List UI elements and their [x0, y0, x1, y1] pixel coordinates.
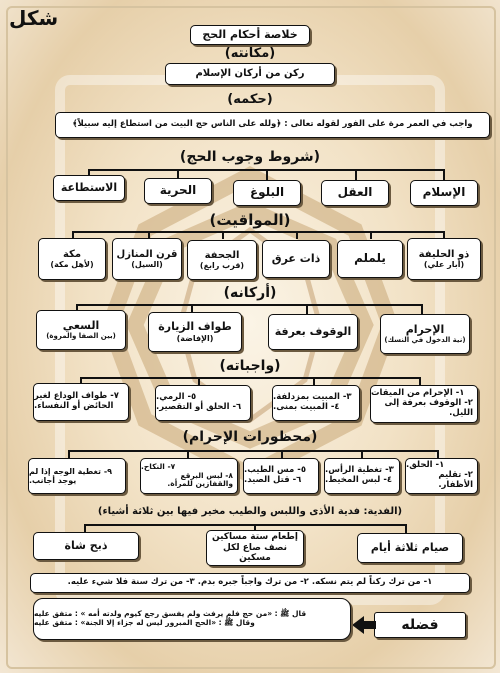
pillar-tawaf: [148, 312, 242, 352]
obligation-line: ٧- طواف الوداع لغير: [34, 391, 119, 402]
miqat-name: يلملم: [354, 251, 386, 266]
obligation-line: ١- الإحرام من الميقات: [371, 388, 465, 399]
connector-line: [370, 231, 372, 239]
miqat-name: الجحفة: [204, 249, 240, 261]
conditions-heading: (شروط وجوب الحج): [179, 149, 321, 165]
obligation-line: ٥- الرمي.: [156, 392, 197, 403]
virtue-hadith-box: [33, 598, 351, 640]
prohibition-line: ٣- تغطية الرأس.: [325, 465, 394, 476]
condition-sanity: [321, 180, 389, 206]
miqat-note: (قرب رابغ): [199, 261, 245, 271]
pillar-name: الإحرام: [405, 322, 445, 336]
connector-line: [72, 231, 444, 233]
obligation-line: ٢- الوقوف بعرفة إلى الليل.: [384, 398, 473, 418]
connector-line: [76, 304, 422, 306]
obligation-2: [272, 385, 360, 421]
obligation-line: ٦- الحلق أو التقصير.: [156, 402, 242, 412]
ransom-fasting: [357, 533, 463, 563]
prohibition-4: [140, 458, 238, 494]
status-box: [165, 63, 335, 85]
obligation-3: [155, 385, 251, 421]
connector-line: [313, 377, 315, 385]
ransom-feeding: [206, 530, 304, 566]
pillar-note: (الإفاضة): [176, 333, 214, 343]
connector-line: [84, 524, 406, 526]
arrow-left-icon: [352, 616, 376, 634]
condition-puberty: [233, 180, 301, 206]
miqat-juhfah: [187, 240, 257, 280]
miqat-name: قرن المنازل: [116, 248, 178, 260]
connector-line: [296, 231, 298, 239]
connector-line: [405, 524, 407, 533]
ransom-option: إطعام ستة مساكين: [212, 532, 298, 543]
hadith-1: قال ﷺ : «من حج فلم يرفث ولم يفسق رجع كيوم ولدته أمه » : متفق عليه: [34, 609, 307, 619]
connector-line: [68, 450, 438, 452]
prohibition-line: ٩- تغطية الوجه إذا لم: [29, 466, 113, 476]
ruling-box: [55, 112, 490, 138]
prohibition-line: ٢- تقليم الأظفار.: [438, 470, 473, 490]
miqat-name: ذو الحليفة: [418, 248, 470, 260]
miqat-name: مكة: [62, 248, 82, 260]
obligation-line: ٣- المبيت بمزدلفة.: [273, 392, 352, 403]
penalty-note-box: [30, 573, 470, 593]
pillars-heading: (أركانه): [223, 285, 277, 301]
condition-label: الاستطاعة: [60, 180, 118, 194]
penalty-note: ١- من ترك ركناً لم يتم نسكه. ٢- من ترك واجباً جبره بدم. ٣- من ترك سنة فلا شيء عليه.: [67, 577, 433, 588]
prohibition-line: ٤- لبس المخيط.: [325, 475, 393, 485]
ruling-text: واجب في العمر مرة على الفور لقوله تعالى : ﴿ولله على الناس حج البيت من استطاع إليه سبيلاً﴾: [72, 119, 473, 130]
ransom-option: نصف صاع لكل مسكين: [222, 542, 288, 564]
condition-label: البلوغ: [249, 185, 285, 200]
miqat-heading: (المواقيت): [209, 211, 291, 229]
condition-label: الإسلام: [422, 185, 466, 200]
connector-line: [355, 169, 357, 180]
condition-label: الحرية: [159, 183, 197, 198]
condition-islam: [410, 180, 478, 206]
miqat-yalamlam: [337, 240, 403, 278]
connector-line: [443, 169, 445, 180]
pillar-sai: [36, 310, 126, 350]
prohibitions-heading: (محظورات الإحرام): [182, 429, 318, 445]
condition-ability: [53, 175, 125, 201]
pillar-note: (بين الصفا والمروة): [46, 332, 116, 341]
miqat-name: ذات عرق: [271, 251, 321, 265]
miqat-note: (لأهل مكة): [50, 260, 94, 270]
pillar-name: الوقوف بعرفة: [274, 324, 352, 338]
condition-label: العقل: [337, 185, 373, 200]
pillar-note: (نية الدخول في النسك): [384, 336, 466, 345]
ransom-option: صيام ثلاثة أيام: [370, 540, 450, 554]
corner-label: شكل: [9, 6, 59, 30]
ransom-sacrifice: [33, 532, 139, 560]
prohibition-2: [324, 458, 400, 494]
connector-line: [84, 524, 86, 532]
connector-line: [266, 169, 268, 180]
prohibition-5: [28, 458, 126, 494]
connector-line: [306, 304, 308, 314]
obligation-line: ٤- المبيت بمنى.: [273, 402, 340, 412]
pillar-name: السعي: [62, 318, 100, 332]
obligations-heading: (واجباته): [219, 358, 281, 374]
page-title: خلاصة أحكام الحج: [202, 27, 298, 41]
pillar-arafah: [268, 314, 358, 350]
connector-line: [222, 231, 224, 239]
miqat-makkah: [38, 238, 106, 280]
prohibition-line: ٧- النكاح.: [141, 462, 176, 472]
miqat-dhat-irq: [262, 240, 330, 278]
prohibition-line: ٨- لبس البرقع والقفازين للمرأة.: [167, 470, 233, 489]
status-heading: (مكانته): [224, 46, 276, 61]
ruling-heading: (حكمه): [227, 92, 273, 107]
miqat-note: (أبار علي): [423, 260, 465, 270]
prohibition-3: [243, 458, 319, 494]
prohibition-1: [405, 458, 478, 494]
ransom-heading: (الفدية: فدية الأذى واللبس والطيب مخير فيها بين ثلاثة أشياء): [97, 506, 403, 517]
hadith-2: وقال ﷺ : «الحج المبرور ليس له جزاء إلا الجنة» : متفق عليه: [34, 618, 255, 627]
obligation-line: الحائض أو النفساء.: [34, 401, 114, 411]
virtue-label-box: [374, 612, 466, 638]
connector-line: [80, 377, 420, 379]
condition-freedom: [144, 178, 212, 204]
miqat-qarn-al-manazil: [112, 238, 182, 280]
connector-line: [198, 377, 200, 385]
miqat-note: (السيل): [131, 260, 163, 270]
status-text: ركن من أركان الإسلام: [195, 68, 305, 80]
obligation-4: [33, 383, 129, 421]
title-box: [190, 25, 310, 45]
connector-line: [421, 304, 423, 314]
ransom-option: ذبح شاة: [64, 538, 108, 552]
miqat-dhul-hulayfah: [407, 238, 481, 280]
prohibition-line: يوجد أجانب.: [29, 476, 77, 485]
connector-line: [419, 377, 421, 385]
prohibition-line: ٦- قتل الصيد.: [244, 475, 302, 485]
prohibition-line: ٥- مس الطيب.: [244, 465, 307, 476]
virtue-label: فضله: [401, 616, 439, 633]
prohibition-line: ١- الحلق.: [406, 460, 445, 471]
pillar-name: طواف الزيارة: [158, 320, 232, 334]
obligation-1: [370, 385, 478, 423]
pillar-ihram: [380, 314, 470, 354]
